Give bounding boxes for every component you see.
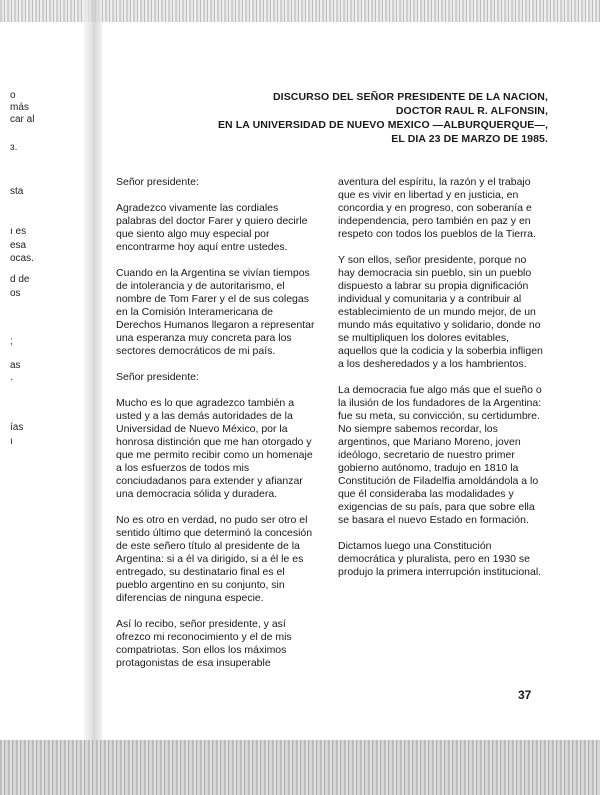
paragraph: No es otro en verdad, no pudo ser otro el sentido último que determinó la concesión de este señero título al presidente de la Argentina: si a él va dirigido, si a él le es entregado, su destinatario final es el pueblo argentino en su conjunto, sin diferencias de ninguna especie. xyxy=(116,514,313,604)
margin-fragment: d de xyxy=(10,274,30,285)
margin-fragment: ı xyxy=(10,436,13,447)
paragraph: Dictamos luego una Constitución democrática y pluralista, pero en 1930 se produjo la primera interrupción institucional. xyxy=(338,540,542,578)
heading-line: DISCURSO DEL SEÑOR PRESIDENTE DE LA NACION, xyxy=(273,91,548,103)
paragraph: Mucho es lo que agradezco también a usted y a las demás autoridades de la Universidad de Nuevo México, por la honrosa distinción que me han otorgado y que me permito recibir como un homenaje a los esfuerzos de todos mis conciudadanos para extender y afianzar una democracia sólida y duradera. xyxy=(116,397,313,500)
book-spine-shadow xyxy=(84,0,102,795)
margin-fragment: ; xyxy=(10,336,13,347)
left-text-column xyxy=(116,176,316,683)
margin-fragment: car al xyxy=(10,114,35,125)
paragraph: Así lo recibo, señor presidente, y así ofrezco mi reconocimiento y el de mis compatriotas. Son ellos los máximos protagonistas de esa insuperable xyxy=(116,618,292,669)
margin-fragment: ías xyxy=(10,422,24,433)
margin-fragment: más xyxy=(10,102,29,113)
paragraph: La democracia fue algo más que el sueño o la ilusión de los fundadores de la Argentina: fue su meta, su convicción, su certidumbre. No siempre sabemos recordar, los argentinos, que Mariano Moreno, joven ideólogo, secretario de nuestro primer gobierno autónomo, tradujo en 1810 la Constitución de Filadelfia amoldándola a lo que él consideraba las modalidades y exigencias de su país, para que sobre ella se basara el nuevo Estado en formación. xyxy=(338,384,542,526)
paragraph: Agradezco vivamente las cordiales palabras del doctor Farer y quiero decirle que siento algo muy especial por encontrarme hoy aquí entre ustedes. xyxy=(116,202,308,253)
right-text-column xyxy=(338,176,546,592)
margin-fragment: ɜ. xyxy=(10,142,18,153)
margin-fragment: sta xyxy=(10,186,24,197)
paragraph: Señor presidente: xyxy=(116,371,199,383)
margin-fragment: as xyxy=(10,360,21,371)
scan-bottom-edge xyxy=(0,740,600,795)
margin-fragment: ocas. xyxy=(10,253,34,264)
margin-fragment: os xyxy=(10,288,21,299)
paragraph: Y son ellos, señor presidente, porque no hay democracia sin pueblo, sin un pueblo dispuesto a labrar su propia dignificación individual y comunitaria y a contribuir al establecimiento de un mundo mejor, de un mundo más equitativo y solidario, donde no se multipliquen los dolores evitables, aquellos que la codicia y la soberbia infligen a los desheredados y a los hambrientos. xyxy=(338,254,543,370)
margin-fragment: esa xyxy=(10,240,27,251)
margin-fragment: o xyxy=(10,90,16,101)
heading-line: DOCTOR RAUL R. ALFONSIN, xyxy=(395,105,548,117)
margin-fragment: ı es xyxy=(10,226,27,237)
facing-page-margin xyxy=(0,0,62,795)
paragraph: Cuando en la Argentina se vivían tiempos de intolerancia y de autoritarismo, el nombre de Tom Farer y el de sus colegas en la Comisión Interamericana de Derechos Humanos llegaron a representar una esperanza muy concreta para los sectores democráticos de mi país. xyxy=(116,267,315,357)
margin-fragment: · xyxy=(10,374,14,385)
paragraph: aventura del espíritu, la razón y el trabajo que es vivir en libertad y en justicia, en concordia y en progreso, con soberanía e independencia, pero también en paz y en respeto con todos los pueblos de la Tierra. xyxy=(338,176,536,240)
speech-heading xyxy=(108,90,548,146)
heading-line: EN LA UNIVERSIDAD DE NUEVO MEXICO —ALBURQUERQUE—, xyxy=(217,119,548,131)
page-number: 37 xyxy=(518,688,532,702)
heading-line: EL DIA 23 DE MARZO DE 1985. xyxy=(391,133,548,145)
paragraph: Señor presidente: xyxy=(116,176,199,188)
